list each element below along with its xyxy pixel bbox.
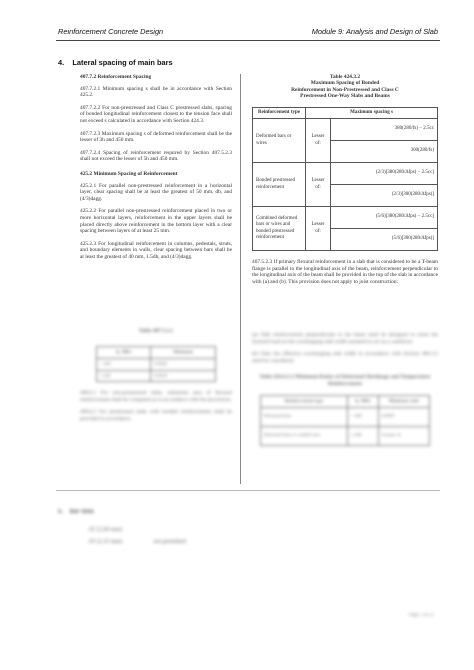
row-type-deformed: Deformed bars or wires xyxy=(253,119,306,163)
spacing-table xyxy=(252,107,438,252)
left-blurred-table xyxy=(96,346,216,382)
spacing-heading: 407.7.2 Reinforcement Spacing xyxy=(80,74,152,80)
bottom-section-title: Bar data xyxy=(69,509,94,515)
left-blurred-cell: 0.0020 xyxy=(151,359,216,371)
bottom-line-2-right: not permitted xyxy=(153,539,186,545)
left-blurred-th1: fy, MPa xyxy=(97,347,151,359)
bottom-line-2-left: AT (2.25 mm) xyxy=(88,539,123,545)
left-blurred-cell: < 420 xyxy=(97,359,151,371)
formula-cell: (2/3)[380(280/Δfps) − 2.5cc] xyxy=(331,163,438,185)
bottom-line-1: AT (2.00 mm) xyxy=(88,527,123,533)
table-header-type: Reinforcement type xyxy=(253,107,306,119)
clause-407-7-2-3: 407.7.2.3 Maximum spacing s of deformed reinforcement shall be the lesser of 3h and 450 mm. xyxy=(80,130,232,144)
section-title: Lateral spacing of main bars xyxy=(72,58,173,67)
clause-407-7-2-4: 407.7.2.4 Spacing of reinforcement required by Section 407.5.2.3 shall not exceed the lesser of 5h and 450 mm. xyxy=(80,149,232,163)
row-lesser: Lesser of: xyxy=(306,163,331,207)
clause-407-7-2-1: 407.7.2.1 Minimum spacing s shall be in accordance with Section 425.2. xyxy=(80,85,232,99)
right-blurred-th: Reinforcement type xyxy=(261,396,348,408)
table-number: Table 424.3.2 xyxy=(329,74,361,80)
bottom-heading xyxy=(58,508,358,516)
right-blurred-para-a: (a) Slab reinforcement perpendicular to the beam shall be designed to resist the factored load on the overhanging slab width assumed to act as a cantilever. xyxy=(252,332,438,345)
header-divider xyxy=(56,40,440,41)
left-blurred-cell: ≥ 420 xyxy=(97,370,151,382)
min-spacing-heading: 425.2 Minimum Spacing of Reinforcement xyxy=(80,170,178,177)
formula-cell: 380(280/fs) − 2.5cc xyxy=(331,119,438,141)
left-blurred-area xyxy=(80,328,232,429)
section-number: 4. xyxy=(58,58,65,67)
left-blurred-para-1: 408.6.1 For non-prestressed slabs, minimum area of flexural reinforcement shall be computed as in accordance with the provisions. xyxy=(80,390,232,403)
left-blurred-para-2: 408.6.2 For prestressed slabs with bonded reinforcement shall be provided in accordance. xyxy=(80,409,232,422)
left-blurred-th2: Minimum xyxy=(151,347,216,359)
clause-425-2-2: 425.2.2 For parallel non-prestressed reinforcement placed in two or more horizontal layers, reinforcement in the upper layers shall be placed directly above reinforcement in the bottom layer with a clear spacing between layers of at least 25 mm. xyxy=(80,208,232,235)
left-blurred-caption: Table 407.5.2.1 xyxy=(138,328,174,334)
right-blurred-cell: ≥ 420 xyxy=(347,426,378,445)
table-title-line-1: Maximum Spacing of Bonded xyxy=(310,80,380,87)
right-blurred-table xyxy=(260,395,430,446)
formula-cell: (5/6)[300(280/Δfps)] xyxy=(331,229,438,251)
right-blurred-cell: Deformed bars or welded wire xyxy=(261,426,348,445)
clause-425-2-1: 425.2.1 For parallel non-prestressed reinforcement in a horizontal layer, clear spacing shall be at least the greatest of 50 mm, db, and (4/3)dagg. xyxy=(80,182,232,202)
formula-cell: 300(280/fs) xyxy=(331,141,438,163)
right-blurred-area xyxy=(252,332,438,454)
row-type-prestressed: Bonded prestressed reinforcement xyxy=(253,163,306,207)
page-header xyxy=(58,27,438,41)
row-type-combined: Combined deformed bars or wires and bonded prestressed reinforcement xyxy=(253,207,306,251)
left-blurred-cell: 0.0018 xyxy=(151,370,216,382)
header-course-title: Reinforcement Concrete Design xyxy=(58,27,164,36)
section-heading xyxy=(58,58,173,67)
header-module-title: Module 9: Analysis and Design of Slab xyxy=(311,27,438,36)
table-caption xyxy=(252,74,438,100)
table-header-spacing: Maximum spacing s xyxy=(306,107,438,119)
right-blurred-caption: Table 424.4.3.2 Minimum Ratios of Deformed Shrinkage and Temperature Reinforcement xyxy=(259,374,431,387)
bottom-line-2 xyxy=(88,538,358,546)
table-title-line-3: Prestressed One-Way Slabs and Beams xyxy=(300,93,390,100)
page-footer: Page 5 of 21 xyxy=(408,613,434,618)
right-blurred-cell: < 420 xyxy=(347,407,378,426)
left-column xyxy=(80,74,232,266)
row-lesser: Lesser of: xyxy=(306,119,331,163)
right-blurred-para-b: (b) Only the effective overhanging slab width in accordance with Section 406.3.2 need be considered. xyxy=(252,351,438,364)
clause-407-7-2-2: 407.7.2.2 For non-prestressed and Class C prestressed slabs, spacing of bonded longitudinal reinforcement closest to the tension face shall not exceed s calculated in accordance with Section 424.3. xyxy=(80,104,232,124)
column-divider xyxy=(240,74,241,484)
bottom-section-number: 5. xyxy=(58,509,64,515)
right-blurred-cell: 0.0020 xyxy=(378,407,429,426)
formula-cell: (5/6)[380(280/Δfps) − 2.5cc] xyxy=(331,207,438,229)
right-blurred-cell: Deformed bars xyxy=(261,407,348,426)
bottom-section xyxy=(58,508,358,546)
right-blurred-th: fy, MPa xyxy=(347,396,378,408)
formula-cell: (2/3)[300(280/Δfps)] xyxy=(331,185,438,207)
clause-425-2-3: 425.2.3 For longitudinal reinforcement in columns, pedestals, struts, and boundary elements in walls, clear spacing between bars shall be at least the greatest of 40 mm, 1.5db, and (4/3)dagg. xyxy=(80,240,232,260)
right-blurred-th: Minimum ratio xyxy=(378,396,429,408)
right-blurred-cell: Greater of: xyxy=(378,426,429,445)
right-column xyxy=(252,74,438,292)
table-title-line-2: Reinforcement in Non-Prestressed and Class C xyxy=(291,86,399,93)
row-lesser: Lesser of: xyxy=(306,207,331,251)
section-divider xyxy=(56,490,440,491)
clause-407-5-2-3: 407.5.2.3 If primary flexural reinforcement in a slab that is considered to be a T-beam flange is parallel to the longitudinal axis of the beam, reinforcement perpendicular to the longitudinal axis of the beam shall be provided in the top of the slab in accordance with (a) and (b). This provision does not apply to joist construction: xyxy=(252,259,438,285)
